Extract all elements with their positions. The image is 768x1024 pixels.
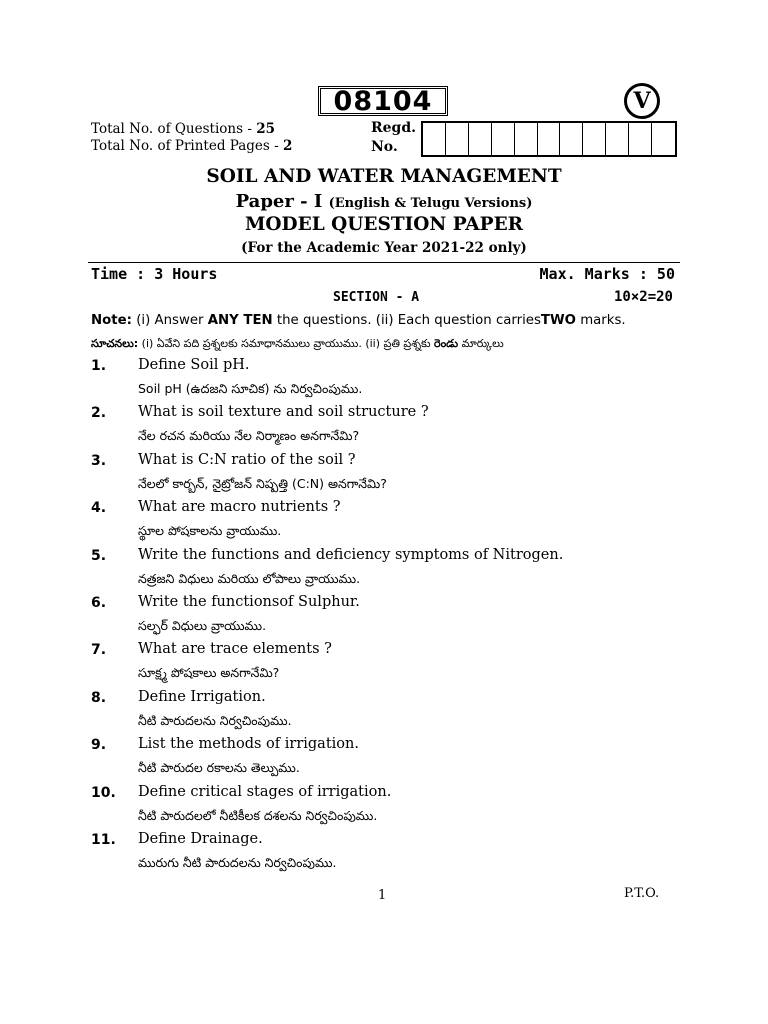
instructions-english [91,313,626,328]
pto-label: P.T.O. [624,886,660,901]
paper-code: 08104 [318,86,448,116]
note-te-text-2: మార్కులు [458,337,504,350]
regd-box[interactable] [583,123,606,155]
regd-box[interactable] [652,123,675,155]
question-number: 1. [91,358,107,374]
question-english: Define Drainage. [138,831,263,847]
question-english: List the methods of irrigation. [138,736,359,752]
model-paper-title: MODEL QUESTION PAPER [244,214,524,235]
academic-year: (For the Academic Year 2021-22 only) [241,240,527,256]
total-questions [91,121,275,137]
regd-number-boxes[interactable] [421,121,677,157]
exam-time: Time : 3 Hours [91,265,218,283]
page-number: 1 [378,888,387,903]
regd-box[interactable] [560,123,583,155]
question-item [91,499,691,547]
regd-box[interactable] [469,123,492,155]
question-number: 9. [91,737,107,753]
total-questions-label: Total No. of Questions - [91,121,257,137]
question-telugu: సూక్ష్మ పోషకాలు అనగానేమి? [138,665,280,680]
question-item [91,357,691,405]
question-telugu: Soil pH (ఉదజని సూచిక) ను నిర్వచింపుము. [138,381,363,396]
note-text-1: (i) Answer [131,313,208,328]
question-telugu: నత్రజని విధులు మరియు లోపాలు వ్రాయుము. [138,571,361,586]
question-item [91,736,691,784]
instructions-telugu [91,337,504,353]
printed-pages-value: 2 [283,138,293,154]
regd-box[interactable] [446,123,469,155]
question-item [91,594,691,642]
question-english: What is soil texture and soil structure ? [138,404,429,420]
regd-label-line2: No. [371,139,398,155]
question-telugu: మురుగు నీటి పారుదలను నిర్వచింపుము. [138,855,337,870]
question-number: 7. [91,642,107,658]
divider [88,262,680,263]
note-te-label: సూచనలు: [91,337,139,350]
regd-box[interactable] [606,123,629,155]
question-telugu: నీటి పారుదలలో నీటికీలక దశలను నిర్వచింపుము. [138,808,378,823]
question-english: Write the functionsof Sulphur. [138,594,360,610]
note-te-text-1: (i) ఏవేని పది ప్రశ్నలకు సమాధానములు వ్రాయుము. (ii) ప్రతి ప్రశ్నకు [138,337,435,350]
question-number: 2. [91,405,107,421]
max-marks: Max. Marks : 50 [539,265,675,283]
question-number: 6. [91,595,107,611]
regd-box[interactable] [515,123,538,155]
total-questions-value: 25 [256,121,275,137]
note-text-2: the questions. (ii) Each question carries [272,313,541,328]
section-heading: SECTION - A [333,290,420,305]
question-english: Define critical stages of irrigation. [138,784,392,800]
paper-number: Paper - I [235,191,329,212]
question-english: What are trace elements ? [138,641,332,657]
regd-label-line1: Regd. [371,120,416,136]
paper-title [0,191,768,212]
paper-versions: (English & Telugu Versions) [328,196,533,211]
printed-pages-label: Total No. of Printed Pages - [91,138,283,154]
question-number: 5. [91,548,107,564]
question-item [91,689,691,737]
question-item [91,404,691,452]
question-number: 4. [91,500,107,516]
question-item [91,784,691,832]
question-item [91,641,691,689]
question-english: Write the functions and deficiency symptoms of Nitrogen. [138,547,564,563]
question-number: 8. [91,690,107,706]
note-te-bold: రెండు [434,337,459,350]
question-english: What are macro nutrients ? [138,499,341,515]
question-telugu: నీటి పారుదలను నిర్వచింపుము. [138,713,292,728]
question-telugu: నేల రచన మరియు నేల నిర్మాణం అనగానేమి? [138,428,360,443]
question-telugu: సల్ఫర్ విధులు వ్రాయుము. [138,618,267,633]
question-english: Define Irrigation. [138,689,266,705]
section-marks: 10×2=20 [613,289,673,305]
note-bold-2: TWO [540,313,576,328]
regd-box[interactable] [423,123,446,155]
question-number: 11. [91,832,116,848]
note-text-3: marks. [575,313,626,328]
question-telugu: నేలలో కార్బన్, నైట్రోజన్ నిష్పత్తి (C:N) అనగానేమి? [138,476,387,491]
question-item [91,547,691,595]
printed-pages [91,138,292,154]
question-english: Define Soil pH. [138,357,250,373]
question-telugu: స్థూల పోషకాలను వ్రాయుము. [138,523,282,538]
question-english: What is C:N ratio of the soil ? [138,452,356,468]
regd-box[interactable] [492,123,515,155]
question-item [91,452,691,500]
question-number: 3. [91,453,107,469]
question-telugu: నీటి పారుదల రకాలను తెల్పుము. [138,760,300,775]
note-bold-1: ANY TEN [207,313,273,328]
regd-box[interactable] [629,123,652,155]
subject-title: SOIL AND WATER MANAGEMENT [206,166,562,187]
question-item [91,831,691,879]
version-badge: V [624,83,660,119]
note-label: Note: [91,313,132,328]
regd-box[interactable] [538,123,561,155]
question-number: 10. [91,785,116,801]
